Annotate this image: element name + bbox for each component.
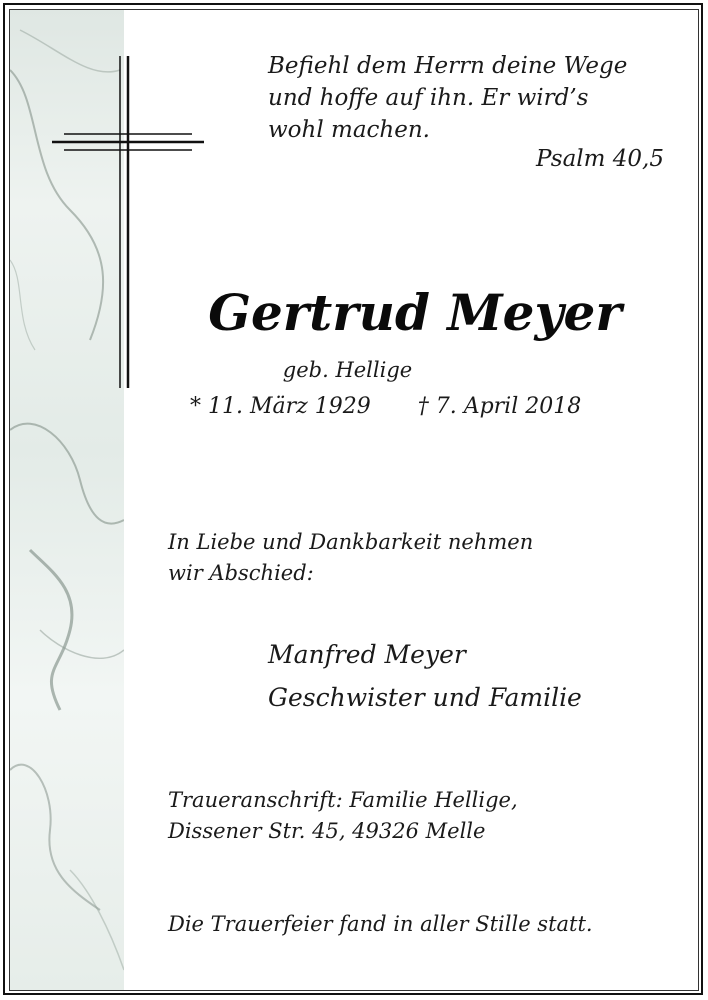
bible-verse bbox=[268, 50, 668, 146]
address-line: Dissener Str. 45, 49326 Melle bbox=[168, 819, 486, 843]
farewell-line: In Liebe und Dankbarkeit nehmen bbox=[168, 530, 534, 554]
verse-reference: Psalm 40,5 bbox=[535, 146, 664, 172]
birth-date: * 11. März 1929 bbox=[190, 394, 371, 419]
address-line: Traueranschrift: Familie Hellige, bbox=[168, 788, 518, 812]
birth-name: geb. Hellige bbox=[282, 358, 413, 382]
deceased-name: Gertrud Meyer bbox=[208, 283, 622, 342]
mourners-list bbox=[268, 633, 688, 719]
life-dates bbox=[190, 394, 650, 419]
verse-line: und hoffe auf ihn. Er wird’s bbox=[268, 85, 589, 111]
mourner-name: Manfred Meyer bbox=[268, 640, 466, 669]
farewell-text bbox=[168, 527, 668, 589]
mourning-address bbox=[168, 785, 668, 847]
verse-line: Befiehl dem Herrn deine Wege bbox=[268, 53, 628, 79]
verse-line: wohl machen. bbox=[268, 117, 430, 143]
funeral-note: Die Trauerfeier fand in aller Stille statt. bbox=[168, 912, 593, 936]
mourner-name: Geschwister und Familie bbox=[268, 683, 582, 712]
death-date: † 7. April 2018 bbox=[417, 394, 582, 419]
farewell-line: wir Abschied: bbox=[168, 561, 314, 585]
